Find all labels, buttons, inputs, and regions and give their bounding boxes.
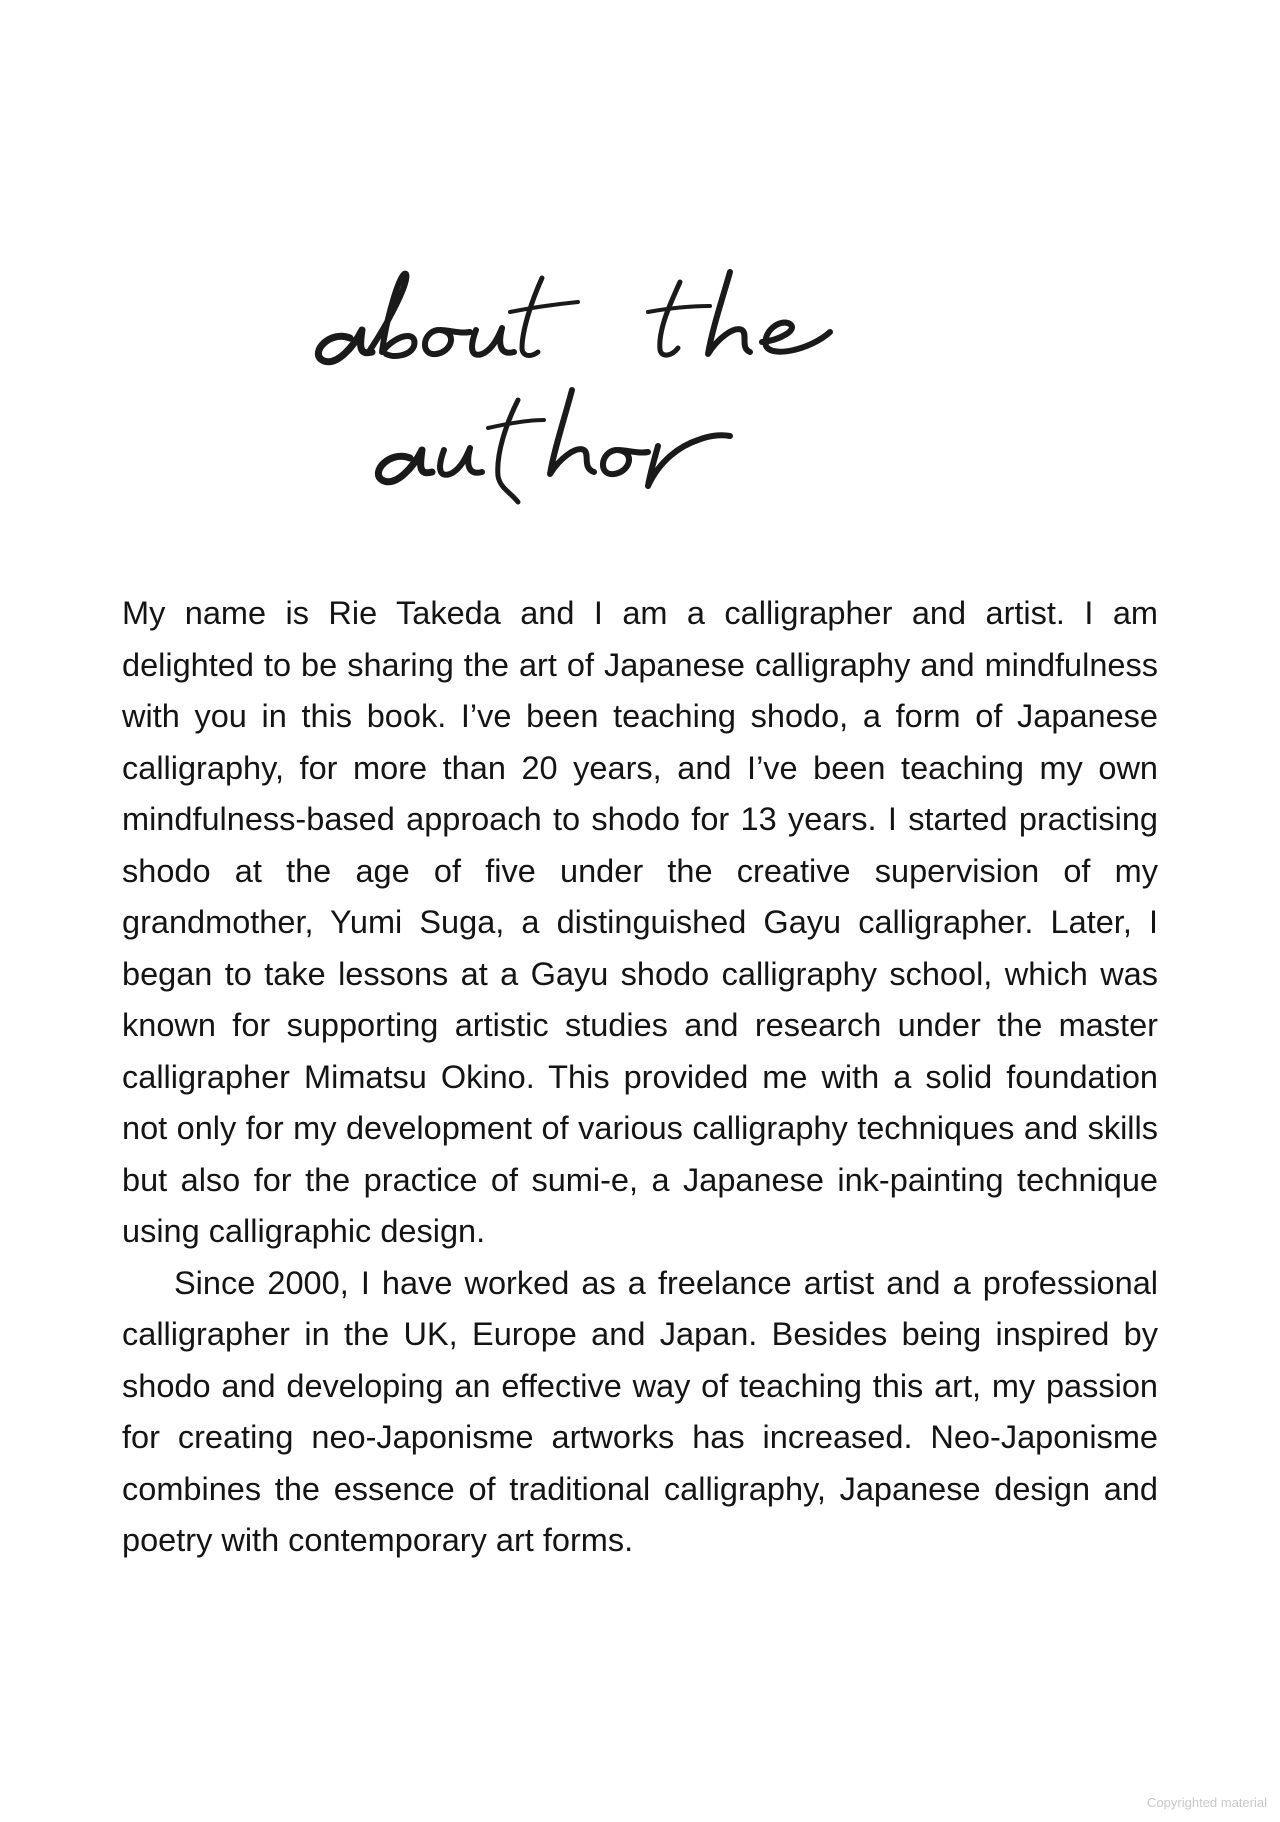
bio-paragraph-2: Since 2000, I have worked as a freelance artist and a professional calligrapher in the UK, Europe and Japan. Besides being inspired by shodo and developing an effective way of teaching this art, my passion for creating neo-Japonisme artworks has increased. Neo-Japonisme combines the essence of traditional calligraphy, Japanese design and poetry with contemporary art forms.: [122, 1264, 1158, 1558]
author-bio: [122, 588, 1158, 1567]
brush-lettering-heading: [310, 260, 970, 520]
bio-paragraph-1: My name is Rie Takeda and I am a calligrapher and artist. I am delighted to be sharing the art of Japanese calligraphy and mindfulness with you in this book. I’ve been teaching shodo, a form of Japanese calligraphy, for more than 20 years, and I’ve been teaching my own mindfulness-based approach to shodo for 13 years. I started practising shodo at the age of five under the creative supervision of my grandmother, Yumi Suga, a distinguished Gayu calligrapher. Later, I began to take lessons at a Gayu shodo calligraphy school, which was known for supporting artistic studies and research under the master calligrapher Mimatsu Okino. This provided me with a solid foundation not only for my development of various calligraphy techniques and skills but also for the practice of sumi-e, a Japanese ink-painting technique using calligraphic design.: [122, 595, 1158, 1249]
copyright-notice: Copyrighted material: [1147, 1795, 1267, 1810]
brush-script-title-art: [310, 260, 970, 520]
